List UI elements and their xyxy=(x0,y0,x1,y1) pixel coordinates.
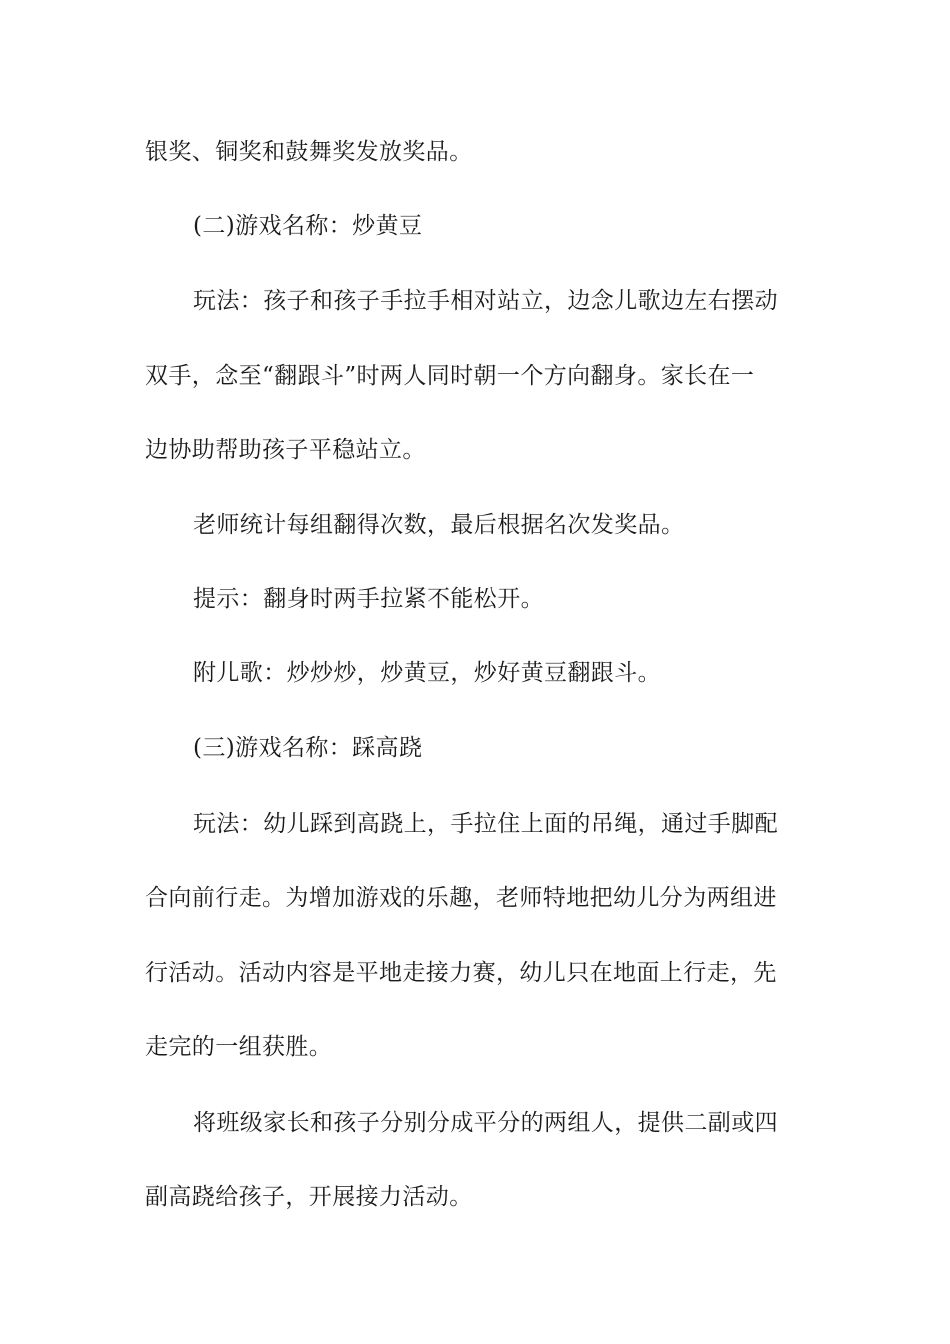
paragraph-line-14: 将班级家长和孩子分别分成平分的两组人，提供二副或四 xyxy=(193,1110,778,1136)
paragraph-line-3: 玩法：孩子和孩子手拉手相对站立，边念儿歌边左右摆动 xyxy=(193,288,778,314)
paragraph-line-7: 提示：翻身时两手拉紧不能松开。 xyxy=(193,586,544,612)
paragraph-line-10: 玩法：幼儿踩到高跷上，手拉住上面的吊绳，通过手脚配 xyxy=(193,811,778,837)
paragraph-line-6: 老师统计每组翻得次数，最后根据名次发奖品。 xyxy=(193,512,685,538)
section-heading-2: (二)游戏名称：炒黄豆 xyxy=(193,213,423,239)
paragraph-line-4: 双手，念至“翻跟斗”时两人同时朝一个方向翻身。家长在一 xyxy=(145,363,755,389)
paragraph-line-12: 行活动。活动内容是平地走接力赛，幼儿只在地面上行走，先 xyxy=(145,960,777,986)
paragraph-line-11: 合向前行走。为增加游戏的乐趣，老师特地把幼儿分为两组进 xyxy=(145,885,777,911)
section-heading-3: (三)游戏名称：踩高跷 xyxy=(193,735,423,761)
paragraph-line-8: 附儿歌：炒炒炒，炒黄豆，炒好黄豆翻跟斗。 xyxy=(193,660,661,686)
paragraph-line-13: 走完的一组获胜。 xyxy=(145,1034,333,1060)
paragraph-line-1: 银奖、铜奖和鼓舞奖发放奖品。 xyxy=(145,139,473,165)
paragraph-line-15: 副高跷给孩子，开展接力活动。 xyxy=(145,1184,473,1210)
paragraph-line-5: 边协助帮助孩子平稳站立。 xyxy=(145,437,426,463)
